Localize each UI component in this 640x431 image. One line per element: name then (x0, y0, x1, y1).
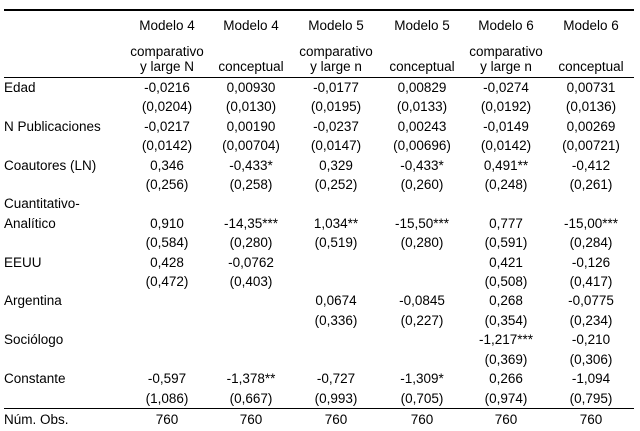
row-label-line1: Cuantitativo- (4, 196, 80, 212)
coef-cell (210, 330, 292, 349)
se-cell: (0,0136) (565, 99, 617, 115)
se-cell: (0,260) (400, 177, 444, 193)
row-label (4, 272, 124, 291)
coef-cell: 0,777 (489, 215, 523, 231)
se-cell: (0,472) (145, 274, 189, 290)
se-cell: (0,354) (484, 312, 528, 328)
model-header-cell: Modelo 6 (478, 18, 534, 34)
obs-cell: 760 (464, 408, 548, 431)
table-row-se (4, 175, 634, 194)
coef-cell: -0,210 (571, 332, 611, 348)
se-cell: (0,00696) (393, 138, 451, 154)
table-row (4, 330, 634, 349)
se-cell: (0,306) (569, 351, 613, 367)
se-cell: (0,667) (229, 390, 273, 406)
se-cell: (0,508) (484, 274, 528, 290)
row-label (4, 136, 124, 155)
model-header-cell: Modelo 4 (139, 18, 195, 34)
coef-cell: -0,0274 (483, 80, 529, 95)
se-cell: (0,248) (484, 177, 528, 193)
se-cell: (0,00721) (562, 138, 620, 154)
se-cell: (0,795) (569, 390, 613, 406)
row-label (4, 389, 124, 409)
se-cell: (0,0130) (225, 99, 277, 115)
subtype-line2: conceptual (389, 59, 455, 74)
table-row (4, 369, 634, 388)
coef-cell: -0,597 (147, 371, 187, 387)
se-cell (292, 272, 380, 291)
subtype-header-cell (380, 41, 464, 78)
se-cell (210, 350, 292, 369)
header-spacer-cell (4, 41, 124, 78)
subtype-line2: y large n (480, 59, 532, 74)
coef-cell: -0,0762 (228, 254, 274, 270)
coef-cell: -1,378** (226, 371, 276, 387)
row-label: Coautores (LN) (4, 157, 97, 173)
se-cell: (0,0142) (480, 138, 532, 154)
coef-cell: -0,0217 (144, 118, 190, 134)
subtype-line2: y large N (139, 59, 195, 74)
table-row-se (4, 389, 634, 409)
coef-cell: -0,0216 (144, 80, 190, 95)
coef-cell: 0,428 (150, 254, 184, 270)
coef-cell: -15,50*** (394, 215, 450, 231)
obs-cell: 760 (380, 408, 464, 431)
table-row-se (4, 350, 634, 369)
coef-cell: -0,0177 (313, 80, 359, 95)
table-row (4, 291, 634, 310)
subtype-line2: y large n (310, 59, 362, 74)
se-cell: (0,256) (145, 177, 189, 193)
subtype-header-cell (292, 41, 380, 78)
coef-cell: 0,268 (489, 293, 523, 309)
coef-cell: 0,346 (150, 157, 184, 173)
coef-cell: -0,0845 (399, 293, 445, 309)
coef-cell: 1,034** (313, 215, 359, 231)
se-cell: (0,705) (400, 390, 444, 406)
se-cell: (0,261) (569, 177, 613, 193)
row-label (4, 97, 124, 116)
se-cell: (0,227) (400, 312, 444, 328)
coef-cell: -1,309* (400, 371, 444, 387)
header-spacer-cell (4, 10, 124, 41)
se-cell: (0,0142) (141, 138, 193, 154)
se-cell: (0,234) (569, 312, 613, 328)
table-row-se (4, 97, 634, 116)
coef-cell: -15,00*** (563, 215, 619, 231)
coef-cell: -0,727 (316, 371, 356, 387)
row-label (4, 194, 124, 233)
coef-cell (210, 291, 292, 310)
row-label: Edad (4, 80, 36, 95)
se-cell: (0,974) (484, 390, 528, 406)
coef-cell: 0,00829 (397, 80, 447, 95)
table-row (4, 194, 634, 233)
se-cell: (0,258) (229, 177, 273, 193)
coef-cell: 0,00243 (397, 118, 447, 134)
subtype-line1: comparativo (130, 44, 204, 59)
se-cell: (0,369) (484, 351, 528, 367)
obs-cell: 760 (124, 408, 210, 431)
se-cell: (0,591) (484, 235, 528, 251)
coef-cell: -0,433* (229, 157, 273, 173)
coef-cell: -0,0775 (568, 293, 614, 309)
coef-cell: -0,0237 (313, 118, 359, 134)
se-cell: (1,086) (145, 390, 189, 406)
se-cell: (0,00704) (222, 138, 280, 154)
se-cell: (0,0133) (396, 99, 448, 115)
row-label (4, 350, 124, 369)
row-label (4, 175, 124, 194)
se-cell: (0,0195) (310, 99, 362, 115)
se-cell (380, 350, 464, 369)
subtype-line1: comparativo (299, 44, 373, 59)
se-cell: (0,0192) (480, 99, 532, 115)
row-label: Argentina (4, 293, 62, 309)
table-row (4, 78, 634, 98)
coef-cell: 0,0674 (315, 293, 357, 309)
row-label: EEUU (4, 254, 42, 270)
coef-cell: -1,217*** (478, 332, 534, 348)
subtype-line2: conceptual (218, 59, 284, 74)
coef-cell (124, 291, 210, 310)
coef-cell: 0,910 (150, 215, 184, 231)
coef-cell: 0,421 (489, 254, 523, 270)
coef-cell: -14,35*** (223, 215, 279, 231)
row-label (4, 311, 124, 330)
se-cell (210, 311, 292, 330)
coef-cell (380, 253, 464, 272)
se-cell: (0,280) (400, 235, 444, 251)
coef-cell: 0,329 (319, 157, 353, 173)
row-label: Núm. Obs. (4, 408, 124, 431)
coef-cell: -1,094 (571, 371, 611, 387)
table-row-se (4, 311, 634, 330)
coef-cell: -0,412 (571, 157, 611, 173)
coef-cell (124, 330, 210, 349)
se-cell: (0,403) (229, 274, 273, 290)
se-cell: (0,336) (314, 312, 358, 328)
subtype-line1: comparativo (469, 44, 543, 59)
header-models-row (4, 10, 634, 41)
model-header-cell: Modelo 5 (308, 18, 364, 34)
se-cell: (0,417) (569, 274, 613, 290)
subtype-header-cell (210, 41, 292, 78)
subtype-line2: conceptual (558, 59, 624, 74)
observations-row (4, 408, 634, 431)
se-cell (124, 350, 210, 369)
se-cell: (0,519) (314, 235, 358, 251)
regression-table (4, 9, 634, 431)
coef-cell: 0,00269 (566, 118, 616, 134)
model-header-cell: Modelo 4 (223, 18, 279, 34)
obs-cell: 760 (548, 408, 634, 431)
se-cell: (0,284) (569, 235, 613, 251)
coef-cell: -0,0149 (483, 118, 529, 134)
row-label: Constante (4, 371, 66, 387)
coef-cell (292, 330, 380, 349)
se-cell (380, 272, 464, 291)
se-cell: (0,993) (314, 390, 358, 406)
se-cell: (0,584) (145, 235, 189, 251)
se-cell: (0,252) (314, 177, 358, 193)
coef-cell: 0,266 (489, 371, 523, 387)
table-row-se (4, 272, 634, 291)
subtype-header-cell (124, 41, 210, 78)
se-cell (292, 350, 380, 369)
table-row (4, 253, 634, 272)
table-row-se (4, 233, 634, 252)
row-label (4, 233, 124, 252)
table-row (4, 117, 634, 136)
subtype-header-cell (548, 41, 634, 78)
obs-cell: 760 (210, 408, 292, 431)
table-row-se (4, 136, 634, 155)
table-row (4, 156, 634, 175)
coef-cell (292, 253, 380, 272)
se-cell: (0,0147) (310, 138, 362, 154)
obs-cell: 760 (292, 408, 380, 431)
coef-cell: -0,433* (400, 157, 444, 173)
header-subtypes-row (4, 41, 634, 78)
coef-cell: 0,491** (483, 157, 529, 173)
se-cell: (0,0204) (141, 99, 193, 115)
se-cell: (0,280) (229, 235, 273, 251)
row-label: Sociólogo (4, 332, 64, 348)
coef-cell (380, 330, 464, 349)
model-header-cell: Modelo 5 (394, 18, 450, 34)
coef-cell: 0,00930 (226, 80, 276, 95)
se-cell (124, 311, 210, 330)
coef-cell: 0,00731 (566, 80, 616, 95)
coef-cell: -0,126 (571, 254, 611, 270)
row-label: N Publicaciones (4, 118, 101, 134)
row-label-line2: Analítico (4, 215, 56, 231)
subtype-header-cell (464, 41, 548, 78)
coef-cell: 0,00190 (226, 118, 276, 134)
model-header-cell: Modelo 6 (563, 18, 619, 34)
